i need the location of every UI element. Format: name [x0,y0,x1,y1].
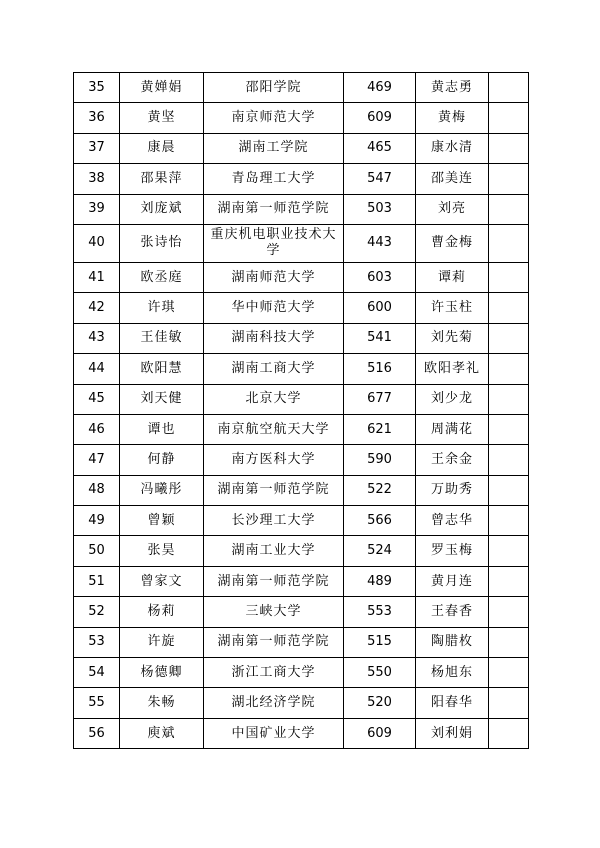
table-row [74,133,529,163]
row-number: 52 [74,597,120,627]
school-name: 南京航空航天大学 [204,414,344,444]
guardian-name: 王余金 [416,445,489,475]
guardian-name: 陶腊枚 [416,627,489,657]
table-row [74,164,529,194]
row-number: 49 [74,506,120,536]
table-row [74,194,529,224]
row-number: 54 [74,658,120,688]
student-name: 欧阳慧 [120,354,204,384]
row-number: 39 [74,194,120,224]
school-name: 南方医科大学 [204,445,344,475]
table-row [74,475,529,505]
guardian-name: 曹金梅 [416,224,489,262]
student-name: 何静 [120,445,204,475]
score: 443 [344,224,416,262]
guardian-name: 邵美连 [416,164,489,194]
score: 520 [344,688,416,718]
score: 621 [344,414,416,444]
school-name: 邵阳学院 [204,73,344,103]
note-cell [489,445,529,475]
guardian-name: 刘先菊 [416,323,489,353]
score: 590 [344,445,416,475]
student-name: 黄坚 [120,103,204,133]
guardian-name: 曾志华 [416,506,489,536]
student-name: 欧丞庭 [120,262,204,292]
school-name: 华中师范大学 [204,293,344,323]
student-name: 曾颖 [120,506,204,536]
school-name: 浙江工商大学 [204,658,344,688]
note-cell [489,384,529,414]
row-number: 44 [74,354,120,384]
row-number: 51 [74,566,120,596]
guardian-name: 周满花 [416,414,489,444]
score: 677 [344,384,416,414]
student-name: 谭也 [120,414,204,444]
row-number: 48 [74,475,120,505]
student-name: 杨德卿 [120,658,204,688]
school-name: 湖南第一师范学院 [204,475,344,505]
score: 469 [344,73,416,103]
roster-table [73,72,529,749]
note-cell [489,262,529,292]
row-number: 50 [74,536,120,566]
note-cell [489,566,529,596]
school-name: 南京师范大学 [204,103,344,133]
guardian-name: 许玉柱 [416,293,489,323]
row-number: 42 [74,293,120,323]
score: 515 [344,627,416,657]
row-number: 41 [74,262,120,292]
school-name: 湖南工商大学 [204,354,344,384]
table-row [74,718,529,748]
student-name: 邵果萍 [120,164,204,194]
note-cell [489,354,529,384]
row-number: 46 [74,414,120,444]
score: 489 [344,566,416,596]
note-cell [489,194,529,224]
student-name: 王佳敏 [120,323,204,353]
guardian-name: 黄梅 [416,103,489,133]
student-name: 许旋 [120,627,204,657]
guardian-name: 万助秀 [416,475,489,505]
note-cell [489,73,529,103]
score: 522 [344,475,416,505]
score: 609 [344,718,416,748]
guardian-name: 谭莉 [416,262,489,292]
row-number: 43 [74,323,120,353]
student-name: 康晨 [120,133,204,163]
student-name: 冯曦彤 [120,475,204,505]
student-name: 张诗怡 [120,224,204,262]
note-cell [489,103,529,133]
guardian-name: 欧阳孝礼 [416,354,489,384]
school-name: 湖南工业大学 [204,536,344,566]
guardian-name: 阳春华 [416,688,489,718]
school-name: 湖南师范大学 [204,262,344,292]
student-name: 庾斌 [120,718,204,748]
note-cell [489,133,529,163]
note-cell [489,506,529,536]
table-row [74,224,529,262]
score: 503 [344,194,416,224]
school-name: 长沙理工大学 [204,506,344,536]
school-name: 湖南第一师范学院 [204,194,344,224]
school-name: 湖南第一师范学院 [204,627,344,657]
school-name: 湖南科技大学 [204,323,344,353]
note-cell [489,224,529,262]
table-row [74,658,529,688]
note-cell [489,536,529,566]
student-name: 张昊 [120,536,204,566]
guardian-name: 王春香 [416,597,489,627]
note-cell [489,293,529,323]
score: 524 [344,536,416,566]
table-row [74,354,529,384]
note-cell [489,688,529,718]
table-row [74,73,529,103]
row-number: 56 [74,718,120,748]
score: 600 [344,293,416,323]
student-name: 杨莉 [120,597,204,627]
table-row [74,262,529,292]
row-number: 55 [74,688,120,718]
row-number: 40 [74,224,120,262]
table-row [74,293,529,323]
table-row [74,627,529,657]
student-name: 曾家文 [120,566,204,596]
school-name: 青岛理工大学 [204,164,344,194]
score: 603 [344,262,416,292]
guardian-name: 刘少龙 [416,384,489,414]
table-row [74,506,529,536]
guardian-name: 刘亮 [416,194,489,224]
score: 547 [344,164,416,194]
score: 609 [344,103,416,133]
note-cell [489,414,529,444]
row-number: 47 [74,445,120,475]
guardian-name: 杨旭东 [416,658,489,688]
school-name: 三峡大学 [204,597,344,627]
guardian-name: 康水清 [416,133,489,163]
table-row [74,323,529,353]
school-name: 湖南第一师范学院 [204,566,344,596]
note-cell [489,475,529,505]
roster-body [74,73,529,749]
row-number: 45 [74,384,120,414]
school-name: 重庆机电职业技术大学 [204,224,344,262]
score: 566 [344,506,416,536]
guardian-name: 刘利娟 [416,718,489,748]
table-row [74,103,529,133]
guardian-name: 黄志勇 [416,73,489,103]
note-cell [489,164,529,194]
row-number: 53 [74,627,120,657]
row-number: 37 [74,133,120,163]
note-cell [489,323,529,353]
score: 465 [344,133,416,163]
note-cell [489,718,529,748]
note-cell [489,627,529,657]
row-number: 38 [74,164,120,194]
table-row [74,597,529,627]
student-name: 黄婵娟 [120,73,204,103]
row-number: 35 [74,73,120,103]
school-name: 北京大学 [204,384,344,414]
table-row [74,536,529,566]
student-name: 刘天健 [120,384,204,414]
row-number: 36 [74,103,120,133]
score: 550 [344,658,416,688]
guardian-name: 罗玉梅 [416,536,489,566]
school-name: 湖南工学院 [204,133,344,163]
table-row [74,688,529,718]
student-name: 刘庞斌 [120,194,204,224]
guardian-name: 黄月连 [416,566,489,596]
table-row [74,414,529,444]
note-cell [489,597,529,627]
score: 553 [344,597,416,627]
score: 541 [344,323,416,353]
school-name: 中国矿业大学 [204,718,344,748]
score: 516 [344,354,416,384]
student-name: 许琪 [120,293,204,323]
table-row [74,445,529,475]
note-cell [489,658,529,688]
school-name: 湖北经济学院 [204,688,344,718]
table-row [74,384,529,414]
student-name: 朱畅 [120,688,204,718]
table-row [74,566,529,596]
